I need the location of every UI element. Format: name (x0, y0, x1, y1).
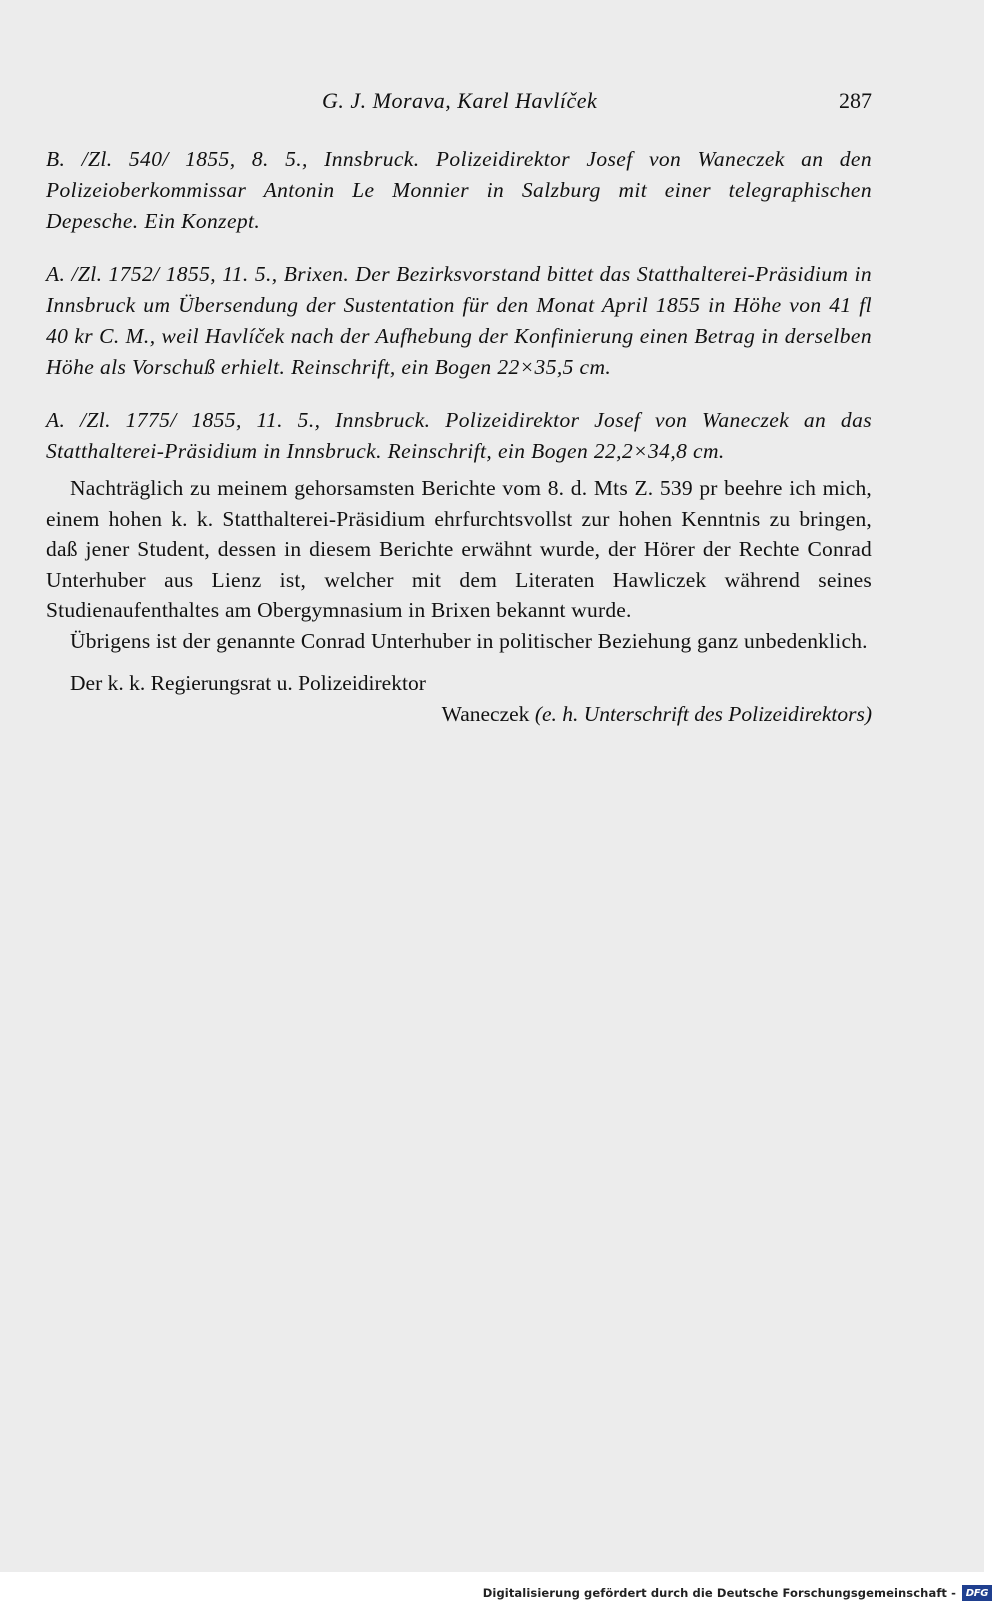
page-body (46, 144, 872, 729)
dfg-logo: DFG (962, 1585, 992, 1601)
scan-margin (984, 0, 1000, 1572)
letter-signature (46, 699, 872, 730)
archive-entry: A. /Zl. 1775/ 1855, 11. 5., Innsbruck. Polizeidirektor Josef von Waneczek an das Statthalterei-Präsidium in Innsbruck. Reinschrift, ein Bogen 22,2×34,8 cm. (46, 408, 872, 463)
running-head: G. J. Morava, Karel Havlíček (322, 88, 598, 113)
archive-entry: A. /Zl. 1752/ 1855, 11. 5., Brixen. Der Bezirksvorstand bittet das Statthalterei-Präsidium in Innsbruck um Übersendung der Sustentation für den Monat April 1855 in Höhe von 41 fl 40 kr C. M., weil Havlíček nach der Aufhebung der Konfinierung einen Betrag in derselben Höhe als Vorschuß erhielt. Reinschrift, ein Bogen 22×35,5 cm. (46, 262, 872, 379)
letter-paragraph: Übrigens ist der genannte Conrad Unterhuber in politischer Beziehung ganz unbedenklich. (70, 628, 868, 653)
page-number: 287 (839, 88, 872, 113)
digitization-footer (483, 1580, 992, 1606)
letter-paragraph: Nachträglich zu meinem gehorsamsten Berichte vom 8. d. Mts Z. 539 pr beehre ich mich, einem hohen k. k. Statthalterei-Präsidium ehrfurchtsvollst zur hohen Kenntnis zu bringen, daß jener Student, dessen in diesem Berichte erwähnt wurde, der Hörer der Rechte Conrad Unterhuber aus Lienz ist, welcher mit dem Literaten Hawliczek während seines Studienaufenthaltes am Obergymnasium in Brixen bekannt wurde. (46, 476, 872, 622)
letter-closing: Der k. k. Regierungsrat u. Polizeidirektor (70, 671, 426, 695)
archive-entry: B. /Zl. 540/ 1855, 8. 5., Innsbruck. Polizeidirektor Josef von Waneczek an den Polizeioberkommissar Antonin Le Monnier in Salzburg mit einer telegraphischen Depesche. Ein Konzept. (46, 147, 872, 233)
footer-credit: Digitalisierung gefördert durch die Deutsche Forschungsgemeinschaft - (482, 1586, 956, 1600)
signature-name: Waneczek (441, 701, 530, 726)
signature-note: (e. h. Unterschrift des Polizeidirektors) (534, 701, 872, 726)
page-header (46, 88, 872, 120)
